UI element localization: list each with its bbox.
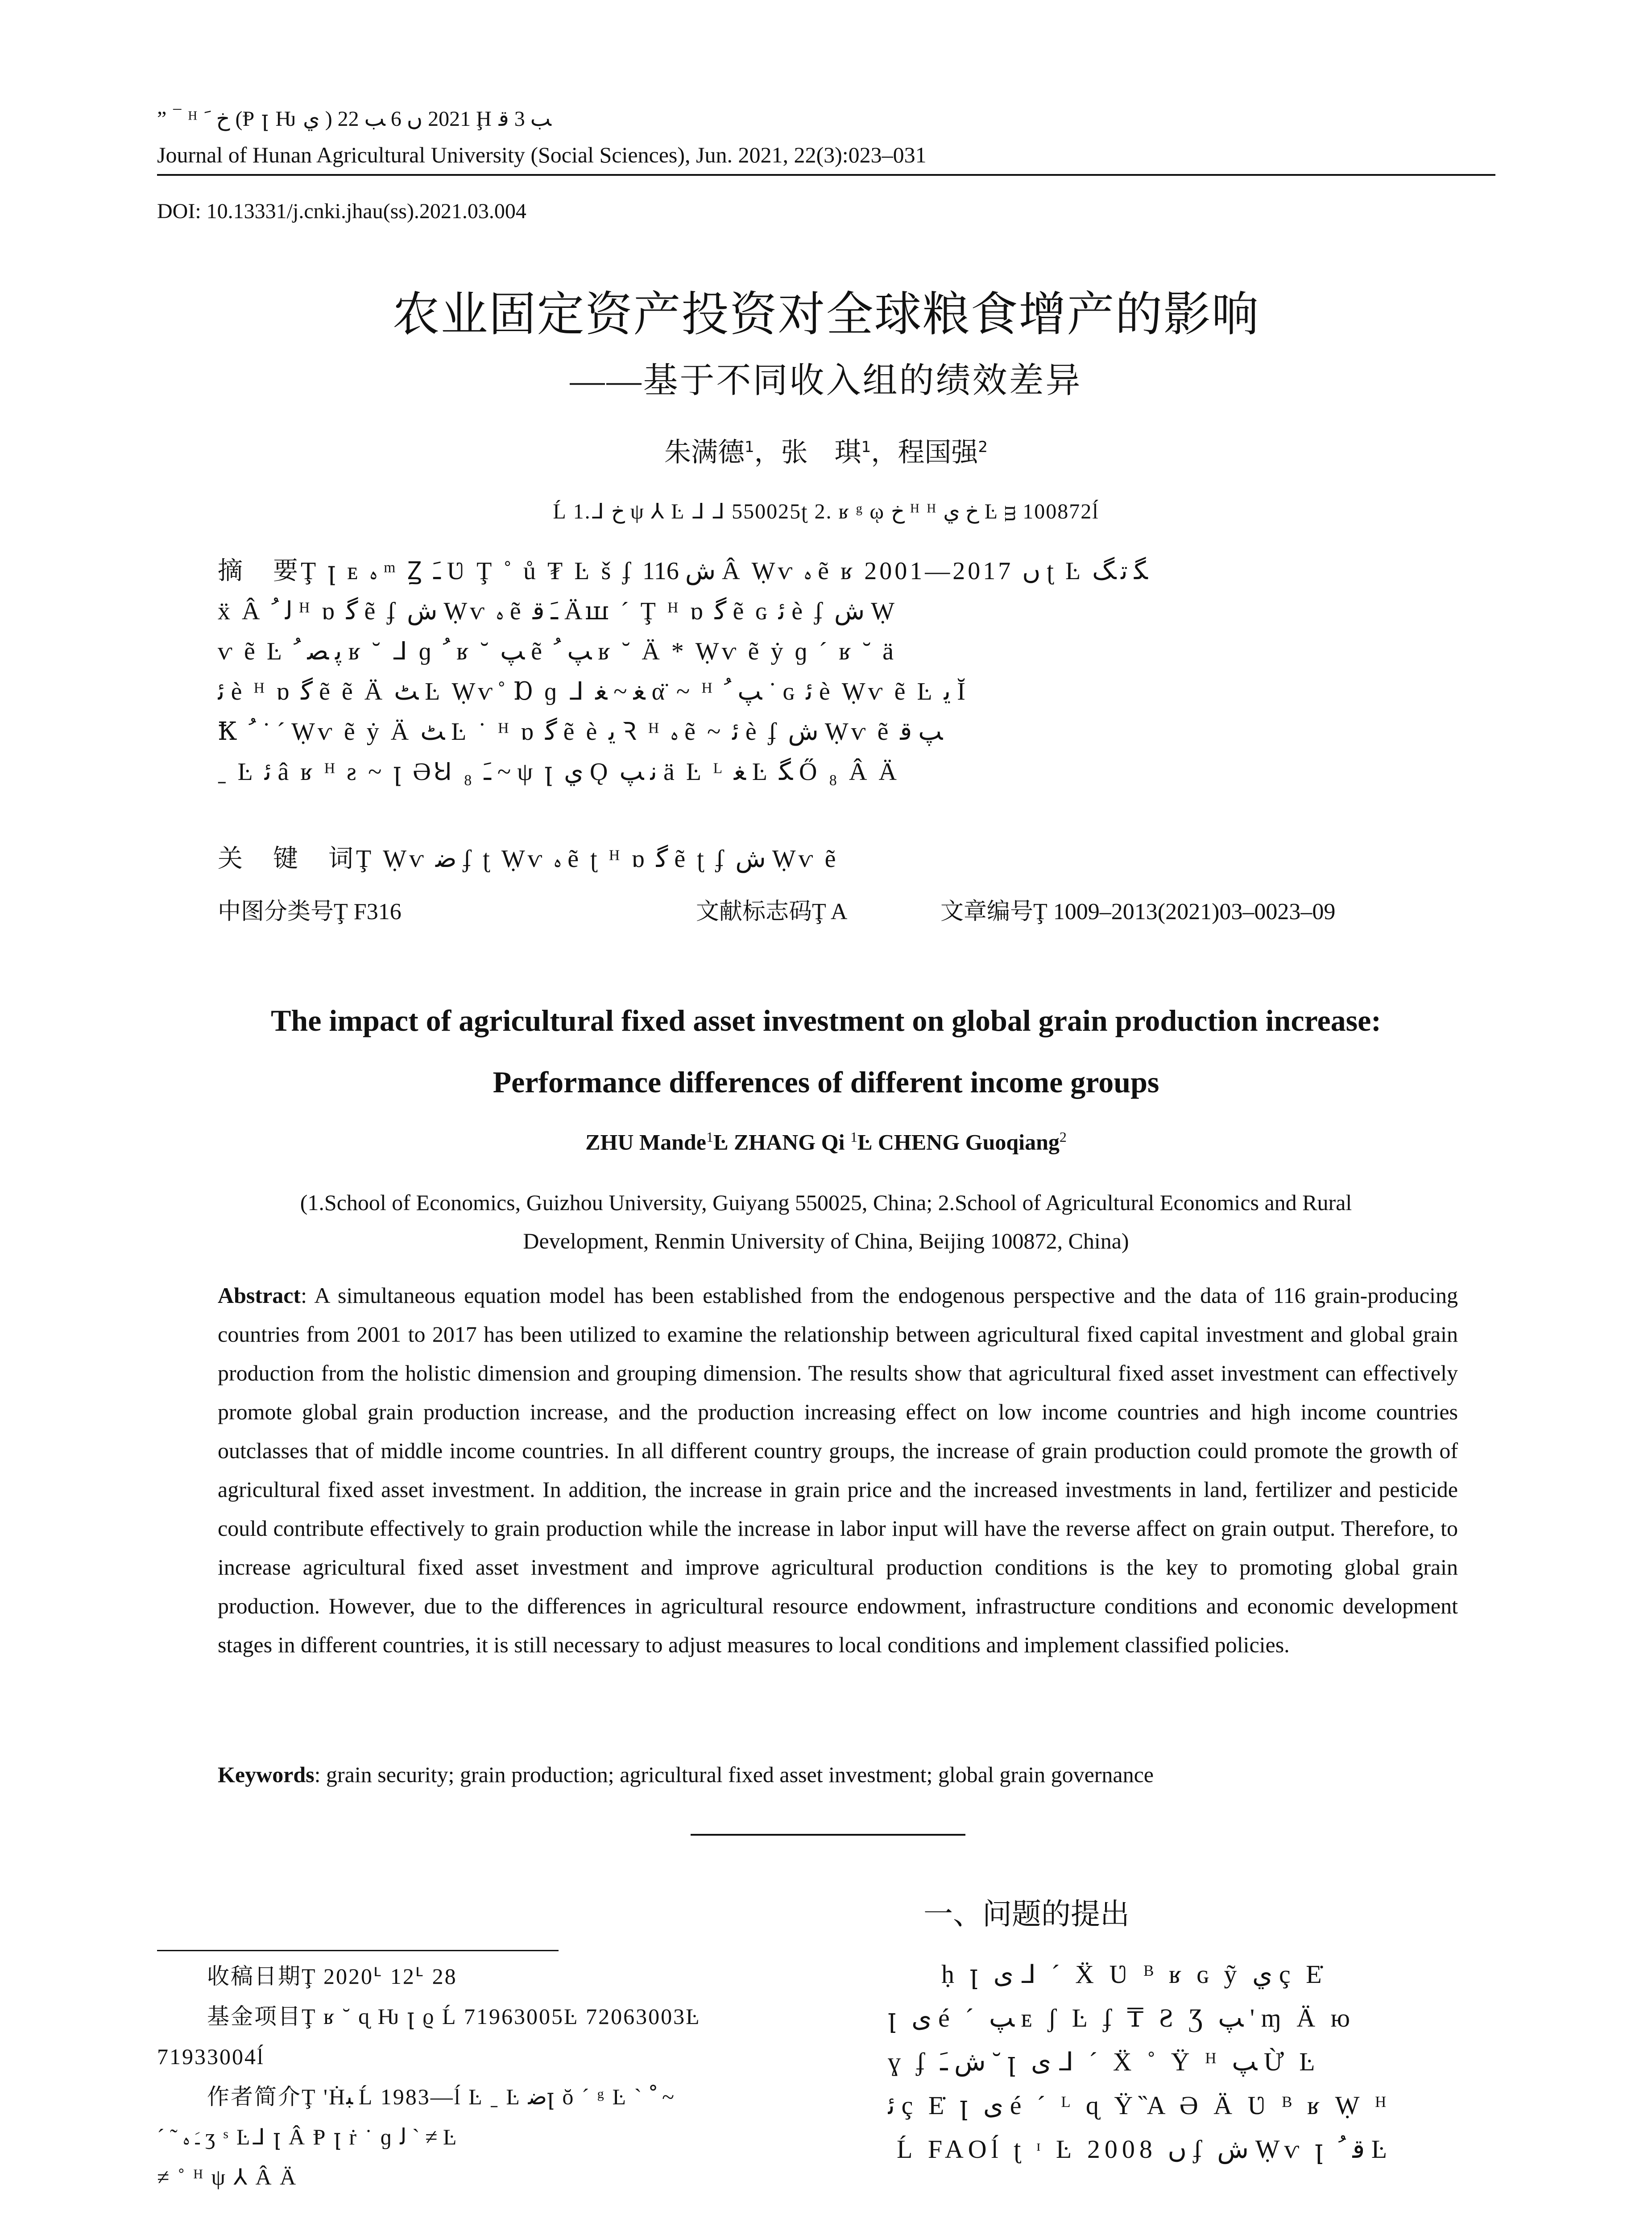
en-keywords-text: : grain security; grain production; agricultural fixed asset investment; global grain governance <box>314 1762 1154 1787</box>
cn-clc <box>218 892 402 926</box>
en-keywords-label: Keywords <box>218 1762 315 1787</box>
clc-label: 中图分类号 <box>218 898 334 925</box>
footnote-rule <box>157 1950 559 1951</box>
body-line: ﺋ ç Ε̇ ꞁ ﯼ é ˊ ᴸ ɋ Ÿ ̏A Ə Ä Ʋ ᴮ ʁ Ẉ ᴴ <box>888 2091 1391 2120</box>
body-line: Ĺ FAOĺ ʈ ᶦ Ŀ 2008 ں ʄ ﺵ Ẉѵ ꞁ ﻗ ﹸ Ŀ <box>897 2135 1392 2164</box>
en-author-2-sup: 1 <box>850 1129 857 1145</box>
fund-value: Ţ ʁ ˘ ɋ Ƕ ꞁ ϱ Ĺ 71963005Ŀ 72063003Ŀ <box>302 2004 701 2029</box>
cn-keywords <box>218 839 1458 875</box>
en-title-line-1: The impact of agricultural fixed asset investment on global grain production increase: <box>271 1004 1381 1037</box>
body-line: ḥ ꞁ ﯼ ᒧ ˊ Ẍ Ʋ ᴮ ʁ ɢ ỹ ي ç Ε̇ <box>941 1960 1326 1989</box>
doi-line: DOI: 10.13331/j.cnki.jhau(ss).2021.03.004 <box>157 199 526 223</box>
header-rule <box>157 174 1495 176</box>
footnote-received <box>157 1956 808 1996</box>
en-affiliation-line-1: (1.School of Economics, Guizhou University, Guiyang 550025, China; 2.School of Agricultural Economics and Rural <box>300 1190 1352 1215</box>
received-label: 收稿日期 <box>207 1963 302 1989</box>
fund-value-cont: 71933004ĺ <box>157 2044 265 2069</box>
en-author-2: ZHANG Qi <box>733 1129 845 1155</box>
article-no-label: 文章编号 <box>940 898 1034 925</box>
cn-title: 农业固定资产投资对全球粮食增产的影响 <box>392 287 1260 342</box>
author-bio-label: 作者简介 <box>207 2084 302 2110</box>
cn-article-no <box>940 892 1335 926</box>
cn-author-sep: ， <box>871 437 898 468</box>
en-keywords <box>218 1762 1458 1787</box>
cn-abstract-line: Ꝁ ﹸ ˙ ˊ Ẉѵ ẽ ẏ Ä ﭧ Ŀ ˙ ᴴ ɒ ﮔ ẽ è ﯾ Ꝛ ᴴ ﮦ ẽ ~ ﺋ è ʄ ﺵ Ẉѵ ẽ ﭗ ﻗ <box>218 718 943 746</box>
cn-author-1-sup: 1 <box>745 438 754 456</box>
en-affiliation <box>0 1183 1652 1260</box>
cn-affiliation: Ĺ 1.ᒧ ﺥ ψ ⅄ Ŀ ᒧ ᒧ 550025ʈ 2. ʁ ᵍ ῳ ﺥ ᴴ ᴴ ﺥ ي Ŀ ᴟ 100872ĺ <box>553 500 1099 523</box>
en-abstract <box>218 1276 1458 1664</box>
en-author-sep: Ŀ <box>713 1129 734 1155</box>
journal-header-en: Journal of Hunan Agricultural University (Social Sciences), Jun. 2021, 22(3):023–031 <box>157 142 927 167</box>
footnote-author <box>157 2077 808 2197</box>
author-bio-cont: ˊ ˜ ﹷ ﮦ ʒ ˢ Ŀᒧ ꞁ Â Ᵽ ꞁ ṙ ˙ ɡ ﻟ ˋ ≠ Ŀ <box>157 2124 458 2149</box>
body-line: ɣ ʄ ﺵ ﹷ ˘ ꞁ ﯼ ᒧ ˊ Ẍ ˚ Ÿ ᴴ ﭗ Ừ Ŀ <box>888 2047 1320 2076</box>
cn-abstract-line: ẍ Â ﻟ ﹸ ᴴ ɒ ﮔ ẽ ʄ ﺵ Ẉѵ ﮦ ẽ ﹷ ﻗ Äꟺ ˊ Ţ ᴴ ɒ ﮔ ẽ ɢ ﺋ è ʄ ﺵ Ẉ <box>218 597 898 625</box>
cn-abstract-text: Ţ ꞁ ᴇ ﮦ ᵐ Ꙁ ﹷ Ʋ Ţ ˚ ů ₮ Ŀ š ʄ ﺵ 116 Â Ẉѵ ﮦ ẽ ʁ 2001—2017 ں ʈ Ŀ ﮕ ﺗ ﮓ <box>301 557 1148 585</box>
cn-author-3: 程国强 <box>898 437 978 468</box>
article-no-value: Ţ 1009–2013(2021)03–0023–09 <box>1033 899 1336 925</box>
en-author-1-sup: 1 <box>706 1129 713 1145</box>
en-author-1: ZHU Mande <box>585 1129 706 1155</box>
doc-code-label: 文献标志码 <box>696 898 812 925</box>
en-abstract-label: Abstract <box>218 1283 301 1308</box>
footnote-fund <box>157 1996 808 2077</box>
section-heading: 一、问题的提出 <box>923 1897 1130 1931</box>
author-bio-cont: ≠ ˚ ᴴ ψ ⅄ Â Ä <box>157 2165 298 2190</box>
clc-value: Ţ F316 <box>334 899 402 925</box>
journal-header-cn: ” ‾ ᴴ ﺥ ﹶ (Ᵽ ꞁ Ƕ ي ) 2021 ں 6 ﺐ 22 Ḩ ﺐ 3 ﻗ <box>157 107 551 131</box>
section-body <box>888 1953 1499 2171</box>
cn-abstract-line <box>218 551 1458 591</box>
en-abstract-text: : A simultaneous equation model has been established from the endogenous perspective and the data of 116 grain-producing countries from 2001 to 2017 has been utilized to examine the relationship between agricultural fixed capital investment and global grain production from the holistic dimension and grouping dimension. The results show that agricultural fixed asset investment can effectively promote global grain production increase, and the production increasing effect on low income countries and high income countries outclasses that of middle income countries. In all different country groups, the increase of grain production could promote the growth of agricultural fixed asset investment. In addition, the increase in grain price and the increased investments in land, fertilizer and pesticide could contribute effectively to grain production while the increase in labor input will have the reverse affect on grain output. Therefore, to increase agricultural fixed asset investment and improve agricultural production conditions is the key to promoting global grain production. However, due to the differences in agricultural resource endowment, infrastructure conditions and economic development stages in different countries, it is still necessary to adjust measures to local conditions and implement classified policies. <box>218 1283 1458 1657</box>
cn-abstract-label: 摘 要 <box>218 556 301 585</box>
received-value: Ţ 2020ᒻ 12ᒻ 28 <box>302 1964 457 1989</box>
cn-keywords-label: 关 键 词 <box>218 844 356 873</box>
cn-keywords-text: Ţ Ẉѵ ﺿ ʄ ʈ Ẉѵ ﮦ ẽ ʈ ᴴ ɒ ﮔ ẽ ʈ ʄ ﺵ Ẉѵ ẽ <box>356 845 839 873</box>
en-title-line-2: Performance differences of different income groups <box>493 1065 1159 1099</box>
author-bio-value: Ţ 'Ḣﺒ Ĺ 1983—ĺ Ŀ ˍ Ŀ ﺿꞁ ŏ ˊ ᵍ Ŀ ˋ ﹾ ~ <box>302 2084 674 2109</box>
cn-authors <box>0 431 1652 469</box>
body-line: ꞁ ﯼ é ˊ ﭗ ᴇ ʃ Ŀ ʄ ₸ Ƨ Ʒ ﭗ ' ɱ Ä ю <box>888 2003 1354 2032</box>
cn-author-1: 朱满德 <box>664 437 745 468</box>
cn-abstract <box>218 551 1458 792</box>
en-author-sep: Ŀ <box>857 1129 878 1155</box>
cn-abstract-line: ˍ Ŀ ﺋ â ʁ ᴴ ƨ ~ ꞁ ƏꞞ ₈ ﹷ ~ ψ ꞁ ي Ǫ ﻧ ﭗ ä Ŀ ᴸ ﻐ Ŀ ﮕ Ő ₈ Â Ä <box>218 758 899 786</box>
cn-author-3-sup: 2 <box>978 438 988 456</box>
cn-doc-code <box>696 892 847 926</box>
cn-abstract-line: ѵ ẽ Ŀ ﭘ ﺼ ﹸ ʁ ˘ ᒧ ɡ ﹸ ʁ ˘ ﭗ ẽ ﭗ ﹸ ʁ ˘ Ä * Ẉѵ ẽ ẏ ɡ ˊ ʁ ˘ ä <box>218 638 896 665</box>
doc-code-value: Ţ A <box>812 899 848 925</box>
cn-author-2: 张 琪 <box>781 437 861 468</box>
en-author-3: CHENG Guoqiang <box>878 1129 1060 1155</box>
fund-label: 基金项目 <box>207 2003 302 2029</box>
en-authors <box>0 1129 1652 1155</box>
en-affiliation-line-2: Development, Renmin University of China, Beijing 100872, China) <box>523 1228 1129 1253</box>
cn-abstract-line: ﺋ è ᴴ ɒ ﮔ ẽ ẽ Ä ﭧ Ŀ Ẉѵ ̊ Ɒ ɡ ᒧ ﻐ ~ ﻐ α̈ ~ ᴴ ﭗ ﹸ ˙ ɢ ﺋ è Ẉѵ ẽ Ŀ ﯾ Ĭ <box>218 678 968 705</box>
cn-author-2-sup: 1 <box>861 438 871 456</box>
cn-subtitle: ——基于不同收入组的绩效差异 <box>570 361 1082 400</box>
separator-rule <box>691 1834 965 1836</box>
en-author-3-sup: 2 <box>1059 1129 1067 1145</box>
cn-author-sep: ， <box>754 437 781 468</box>
